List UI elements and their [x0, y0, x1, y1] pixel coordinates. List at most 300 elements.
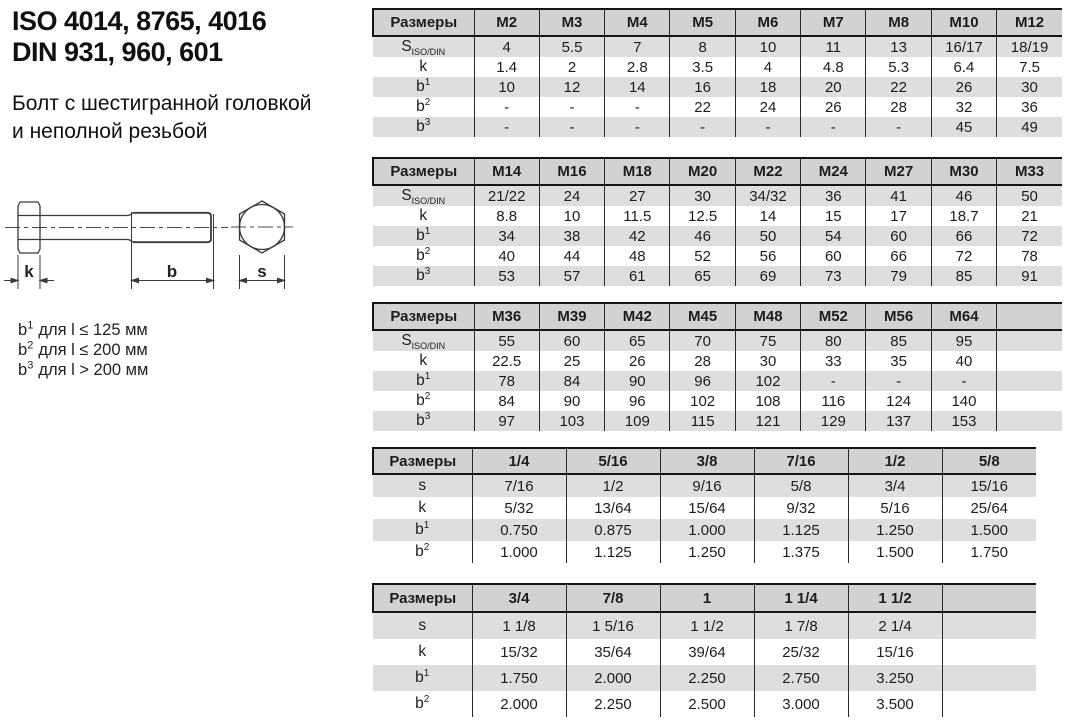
- value-cell: 140: [931, 391, 996, 411]
- value-cell: 22: [866, 77, 931, 97]
- value-cell: 38: [539, 226, 604, 246]
- value-cell: 2.000: [566, 665, 660, 691]
- product-description: [12, 90, 311, 146]
- row-label: [373, 246, 474, 266]
- row-label-base: k: [419, 207, 428, 224]
- value-cell: -: [670, 117, 735, 137]
- value-cell: 17: [866, 206, 931, 226]
- row-label: [373, 226, 474, 246]
- value-cell: 103: [539, 411, 604, 431]
- table-corner-cell: Размеры: [373, 448, 472, 474]
- row-label-base: b: [416, 78, 425, 95]
- value-cell: 5/8: [754, 474, 848, 497]
- row-label-sup: 2: [423, 541, 430, 553]
- row-label: [373, 57, 474, 77]
- table-size-header: M4: [605, 9, 670, 36]
- product-description-line2: и неполной резьбой: [12, 120, 208, 143]
- value-cell: 56: [735, 246, 800, 266]
- value-cell: 116: [801, 391, 866, 411]
- value-cell: 72: [997, 226, 1062, 246]
- row-label: [373, 541, 472, 563]
- table-size-header: M20: [670, 158, 735, 185]
- value-cell: 97: [474, 411, 539, 431]
- value-cell: 26: [931, 77, 996, 97]
- table-size-header: M12: [997, 9, 1062, 36]
- value-cell: 15/16: [942, 474, 1036, 497]
- row-label: [373, 77, 474, 97]
- value-cell: 14: [735, 206, 800, 226]
- value-cell: 25/32: [754, 639, 848, 665]
- value-cell: 3.500: [848, 691, 942, 717]
- note-symbol: b: [18, 341, 28, 359]
- value-cell: 78: [997, 246, 1062, 266]
- table-size-header: 7/16: [754, 448, 848, 474]
- value-cell: -: [735, 117, 800, 137]
- row-label-base: b: [416, 412, 425, 429]
- table-row: [373, 117, 1062, 137]
- row-label: [373, 474, 472, 497]
- value-cell: 57: [539, 266, 604, 286]
- value-cell: 84: [474, 391, 539, 411]
- value-cell: 1.250: [660, 541, 754, 563]
- table-row: [373, 36, 1062, 57]
- value-cell: 12.5: [670, 206, 735, 226]
- value-cell: 35/64: [566, 639, 660, 665]
- dimension-lines: [4, 212, 285, 289]
- value-cell: 34/32: [735, 185, 800, 206]
- value-cell: 6.4: [931, 57, 996, 77]
- value-cell: 25/64: [942, 497, 1036, 519]
- dimension-table-5: [372, 583, 1036, 717]
- table-row: [373, 185, 1062, 206]
- thread-length-notes: [18, 320, 148, 380]
- dimension-table-2: [372, 157, 1062, 286]
- value-cell: 18.7: [931, 206, 996, 226]
- value-cell: 73: [801, 266, 866, 286]
- value-cell: -: [539, 117, 604, 137]
- value-cell: 41: [866, 185, 931, 206]
- table-row: [373, 391, 1062, 411]
- table-size-header: M39: [539, 303, 604, 330]
- value-cell: 16/17: [931, 36, 996, 57]
- table-corner-cell: Размеры: [373, 158, 474, 185]
- row-label: [373, 665, 472, 691]
- row-label-sup: 1: [423, 519, 430, 531]
- value-cell: 124: [866, 391, 931, 411]
- table-row: [373, 639, 1036, 665]
- value-cell: 20: [801, 77, 866, 97]
- table-row: [373, 77, 1062, 97]
- table-size-header: 3/8: [660, 448, 754, 474]
- table-corner-cell: Размеры: [373, 584, 472, 612]
- row-label-base: b: [415, 695, 424, 712]
- table-row: [373, 541, 1036, 563]
- value-cell: 10: [474, 77, 539, 97]
- note-symbol-sup: 1: [27, 319, 34, 332]
- table-size-header: [942, 584, 1036, 612]
- value-cell: 8.8: [474, 206, 539, 226]
- dim-label-k: k: [24, 262, 34, 281]
- row-label-base: s: [418, 477, 427, 494]
- table-row: [373, 226, 1062, 246]
- value-cell: 21: [997, 206, 1062, 226]
- value-cell: 3/4: [848, 474, 942, 497]
- table-size-header: 5/16: [566, 448, 660, 474]
- value-cell: 18/19: [997, 36, 1062, 57]
- row-label-base: b: [416, 267, 425, 284]
- row-label-sup: 2: [424, 97, 431, 108]
- value-cell: 1.500: [848, 541, 942, 563]
- value-cell: 13: [866, 36, 931, 57]
- row-label-base: b: [416, 227, 425, 244]
- value-cell: 129: [801, 411, 866, 431]
- note-item: [18, 360, 148, 380]
- value-cell: 32: [931, 97, 996, 117]
- value-cell: 54: [801, 226, 866, 246]
- value-cell: 50: [997, 185, 1062, 206]
- value-cell: 2.000: [472, 691, 566, 717]
- table-size-header: M18: [605, 158, 670, 185]
- table-row: [373, 57, 1062, 77]
- value-cell: 27: [605, 185, 670, 206]
- value-cell: 14: [605, 77, 670, 97]
- value-cell: -: [605, 97, 670, 117]
- value-cell: [997, 351, 1062, 371]
- value-cell: -: [801, 117, 866, 137]
- row-label-sup: 3: [424, 411, 431, 422]
- note-symbol-sup: 2: [27, 339, 34, 352]
- row-label-sup: 1: [423, 667, 430, 679]
- note-item: [18, 320, 148, 340]
- value-cell: -: [605, 117, 670, 137]
- value-cell: -: [474, 117, 539, 137]
- value-cell: 5/32: [472, 497, 566, 519]
- value-cell: 84: [539, 371, 604, 391]
- value-cell: 1.750: [942, 541, 1036, 563]
- value-cell: 50: [735, 226, 800, 246]
- value-cell: 1.250: [848, 519, 942, 541]
- row-label-sup: 1: [424, 371, 431, 382]
- value-cell: [942, 665, 1036, 691]
- value-cell: 9/16: [660, 474, 754, 497]
- value-cell: 4.8: [801, 57, 866, 77]
- value-cell: [942, 691, 1036, 717]
- dim-label-s: s: [257, 262, 267, 281]
- row-label-sup: 2: [424, 391, 431, 402]
- note-text: для l > 200 мм: [38, 361, 149, 379]
- row-label: [373, 97, 474, 117]
- value-cell: 1 1/8: [472, 612, 566, 639]
- row-label-base: b: [416, 98, 425, 115]
- value-cell: -: [866, 371, 931, 391]
- value-cell: 39/64: [660, 639, 754, 665]
- value-cell: 121: [735, 411, 800, 431]
- value-cell: [997, 391, 1062, 411]
- row-label: [373, 411, 474, 431]
- row-label-base: b: [415, 669, 424, 686]
- table-size-header: M14: [474, 158, 539, 185]
- value-cell: 16: [670, 77, 735, 97]
- value-cell: 3.000: [754, 691, 848, 717]
- value-cell: 21/22: [474, 185, 539, 206]
- page-title: [12, 6, 266, 68]
- table-size-header: M16: [539, 158, 604, 185]
- row-label: [373, 497, 472, 519]
- table-size-header: M42: [605, 303, 670, 330]
- table-size-header: M27: [866, 158, 931, 185]
- row-label-base: k: [419, 352, 428, 369]
- value-cell: 65: [670, 266, 735, 286]
- value-cell: -: [801, 371, 866, 391]
- row-label-sup: 3: [424, 117, 431, 128]
- value-cell: 3.250: [848, 665, 942, 691]
- value-cell: 10: [539, 206, 604, 226]
- value-cell: 53: [474, 266, 539, 286]
- table-size-header: M7: [801, 9, 866, 36]
- table-size-header: 1 1/4: [754, 584, 848, 612]
- value-cell: 7.5: [997, 57, 1062, 77]
- value-cell: 42: [605, 226, 670, 246]
- value-cell: 137: [866, 411, 931, 431]
- row-label-sub: ISO/DIN: [411, 47, 446, 57]
- table-row: [373, 330, 1062, 351]
- value-cell: 1 1/2: [660, 612, 754, 639]
- value-cell: 115: [670, 411, 735, 431]
- value-cell: 34: [474, 226, 539, 246]
- row-label-base: b: [416, 118, 425, 135]
- value-cell: 44: [539, 246, 604, 266]
- value-cell: 5.3: [866, 57, 931, 77]
- row-label: [373, 371, 474, 391]
- row-label-base: b: [415, 543, 424, 560]
- value-cell: -: [866, 117, 931, 137]
- value-cell: 60: [539, 330, 604, 351]
- value-cell: 109: [605, 411, 670, 431]
- value-cell: 65: [605, 330, 670, 351]
- row-label: [373, 330, 474, 351]
- table-size-header: M24: [801, 158, 866, 185]
- table-size-header: 1 1/2: [848, 584, 942, 612]
- value-cell: 26: [801, 97, 866, 117]
- value-cell: 2.750: [754, 665, 848, 691]
- value-cell: 153: [931, 411, 996, 431]
- dim-label-b: b: [166, 262, 178, 281]
- value-cell: 25: [539, 351, 604, 371]
- value-cell: 9/32: [754, 497, 848, 519]
- table-size-header: M64: [931, 303, 996, 330]
- value-cell: 2 1/4: [848, 612, 942, 639]
- value-cell: [997, 411, 1062, 431]
- note-text: для l ≤ 125 мм: [38, 321, 148, 339]
- row-label: [373, 519, 472, 541]
- value-cell: 1.4: [474, 57, 539, 77]
- value-cell: 1 5/16: [566, 612, 660, 639]
- row-label-sub: ISO/DIN: [411, 341, 446, 351]
- value-cell: -: [931, 371, 996, 391]
- note-text: для l ≤ 200 мм: [38, 341, 148, 359]
- value-cell: 22: [670, 97, 735, 117]
- value-cell: 36: [997, 97, 1062, 117]
- value-cell: 2.250: [660, 665, 754, 691]
- value-cell: 2.500: [660, 691, 754, 717]
- value-cell: 22.5: [474, 351, 539, 371]
- value-cell: 24: [539, 185, 604, 206]
- value-cell: 4: [735, 57, 800, 77]
- standards-iso: ISO 4014, 8765, 4016: [12, 6, 267, 36]
- value-cell: 8: [670, 36, 735, 57]
- value-cell: 66: [866, 246, 931, 266]
- table-size-header: M45: [670, 303, 735, 330]
- value-cell: 1.000: [660, 519, 754, 541]
- value-cell: 46: [931, 185, 996, 206]
- table-corner-cell: Размеры: [373, 303, 474, 330]
- row-label-base: k: [418, 499, 427, 516]
- value-cell: 15/32: [472, 639, 566, 665]
- row-label: [373, 639, 472, 665]
- value-cell: 108: [735, 391, 800, 411]
- table-size-header: M36: [474, 303, 539, 330]
- product-description-line1: Болт с шестигранной головкой: [12, 92, 312, 115]
- row-label-base: b: [416, 247, 425, 264]
- row-label: [373, 206, 474, 226]
- value-cell: 2: [539, 57, 604, 77]
- table-row: [373, 411, 1062, 431]
- value-cell: 30: [997, 77, 1062, 97]
- value-cell: 2.8: [605, 57, 670, 77]
- row-label: [373, 185, 474, 206]
- table-row: [373, 665, 1036, 691]
- note-item: [18, 340, 148, 360]
- row-label-sup: 1: [424, 77, 431, 88]
- table-size-header: M10: [931, 9, 996, 36]
- value-cell: 75: [735, 330, 800, 351]
- bolt-technical-drawing: [0, 160, 370, 300]
- row-label-base: S: [401, 38, 412, 55]
- row-label: [373, 691, 472, 717]
- table-size-header: M5: [670, 9, 735, 36]
- table-size-header: M8: [866, 9, 931, 36]
- table-row: [373, 246, 1062, 266]
- value-cell: 40: [931, 351, 996, 371]
- dimension-table-3: [372, 302, 1062, 431]
- value-cell: 0.875: [566, 519, 660, 541]
- value-cell: 79: [866, 266, 931, 286]
- value-cell: 66: [931, 226, 996, 246]
- value-cell: 18: [735, 77, 800, 97]
- row-label-base: S: [401, 332, 412, 349]
- table-size-header: M22: [735, 158, 800, 185]
- table-size-header: M6: [735, 9, 800, 36]
- value-cell: 1.000: [472, 541, 566, 563]
- value-cell: 55: [474, 330, 539, 351]
- center-lines: [5, 227, 293, 228]
- value-cell: 1 7/8: [754, 612, 848, 639]
- value-cell: 1.125: [566, 541, 660, 563]
- value-cell: [942, 639, 1036, 665]
- table-corner-cell: Размеры: [373, 9, 474, 36]
- row-label-base: k: [418, 643, 427, 660]
- table-size-header: 1/2: [848, 448, 942, 474]
- table-size-header: 3/4: [472, 584, 566, 612]
- value-cell: 11: [801, 36, 866, 57]
- value-cell: 91: [997, 266, 1062, 286]
- value-cell: 36: [801, 185, 866, 206]
- table-row: [373, 97, 1062, 117]
- value-cell: 95: [931, 330, 996, 351]
- row-label-base: b: [416, 372, 425, 389]
- table-size-header: [997, 303, 1062, 330]
- value-cell: 40: [474, 246, 539, 266]
- table-size-header: M33: [997, 158, 1062, 185]
- dimension-table-4: [372, 447, 1036, 563]
- value-cell: 72: [931, 246, 996, 266]
- table-row: [373, 519, 1036, 541]
- note-symbol-sup: 3: [27, 359, 34, 372]
- row-label-base: k: [419, 58, 428, 75]
- value-cell: 33: [801, 351, 866, 371]
- table-size-header: M3: [539, 9, 604, 36]
- value-cell: 61: [605, 266, 670, 286]
- table-size-header: M30: [931, 158, 996, 185]
- table-row: [373, 497, 1036, 519]
- row-label: [373, 117, 474, 137]
- value-cell: 102: [735, 371, 800, 391]
- value-cell: 96: [670, 371, 735, 391]
- value-cell: 11.5: [605, 206, 670, 226]
- table-size-header: 7/8: [566, 584, 660, 612]
- value-cell: 3.5: [670, 57, 735, 77]
- value-cell: [997, 371, 1062, 391]
- table-row: [373, 206, 1062, 226]
- value-cell: 4: [474, 36, 539, 57]
- value-cell: 35: [866, 351, 931, 371]
- table-size-header: M48: [735, 303, 800, 330]
- table-size-header: 5/8: [942, 448, 1036, 474]
- value-cell: 1.125: [754, 519, 848, 541]
- value-cell: 48: [605, 246, 670, 266]
- table-row: [373, 474, 1036, 497]
- row-label-base: S: [401, 187, 412, 204]
- value-cell: 102: [670, 391, 735, 411]
- value-cell: 1.500: [942, 519, 1036, 541]
- table-row: [373, 266, 1062, 286]
- value-cell: 1.375: [754, 541, 848, 563]
- value-cell: 60: [866, 226, 931, 246]
- value-cell: 90: [539, 391, 604, 411]
- value-cell: 12: [539, 77, 604, 97]
- value-cell: 1.750: [472, 665, 566, 691]
- row-label: [373, 612, 472, 639]
- table-row: [373, 612, 1036, 639]
- value-cell: 49: [997, 117, 1062, 137]
- value-cell: -: [539, 97, 604, 117]
- value-cell: 52: [670, 246, 735, 266]
- value-cell: 30: [735, 351, 800, 371]
- row-label: [373, 266, 474, 286]
- value-cell: 28: [670, 351, 735, 371]
- table-size-header: 1: [660, 584, 754, 612]
- value-cell: 80: [801, 330, 866, 351]
- value-cell: 0.750: [472, 519, 566, 541]
- row-label-sup: 3: [424, 266, 431, 277]
- value-cell: 28: [866, 97, 931, 117]
- value-cell: 45: [931, 117, 996, 137]
- row-label-sub: ISO/DIN: [411, 196, 446, 206]
- dimension-table-1: [372, 8, 1062, 137]
- table-size-header: M56: [866, 303, 931, 330]
- value-cell: 26: [605, 351, 670, 371]
- row-label: [373, 351, 474, 371]
